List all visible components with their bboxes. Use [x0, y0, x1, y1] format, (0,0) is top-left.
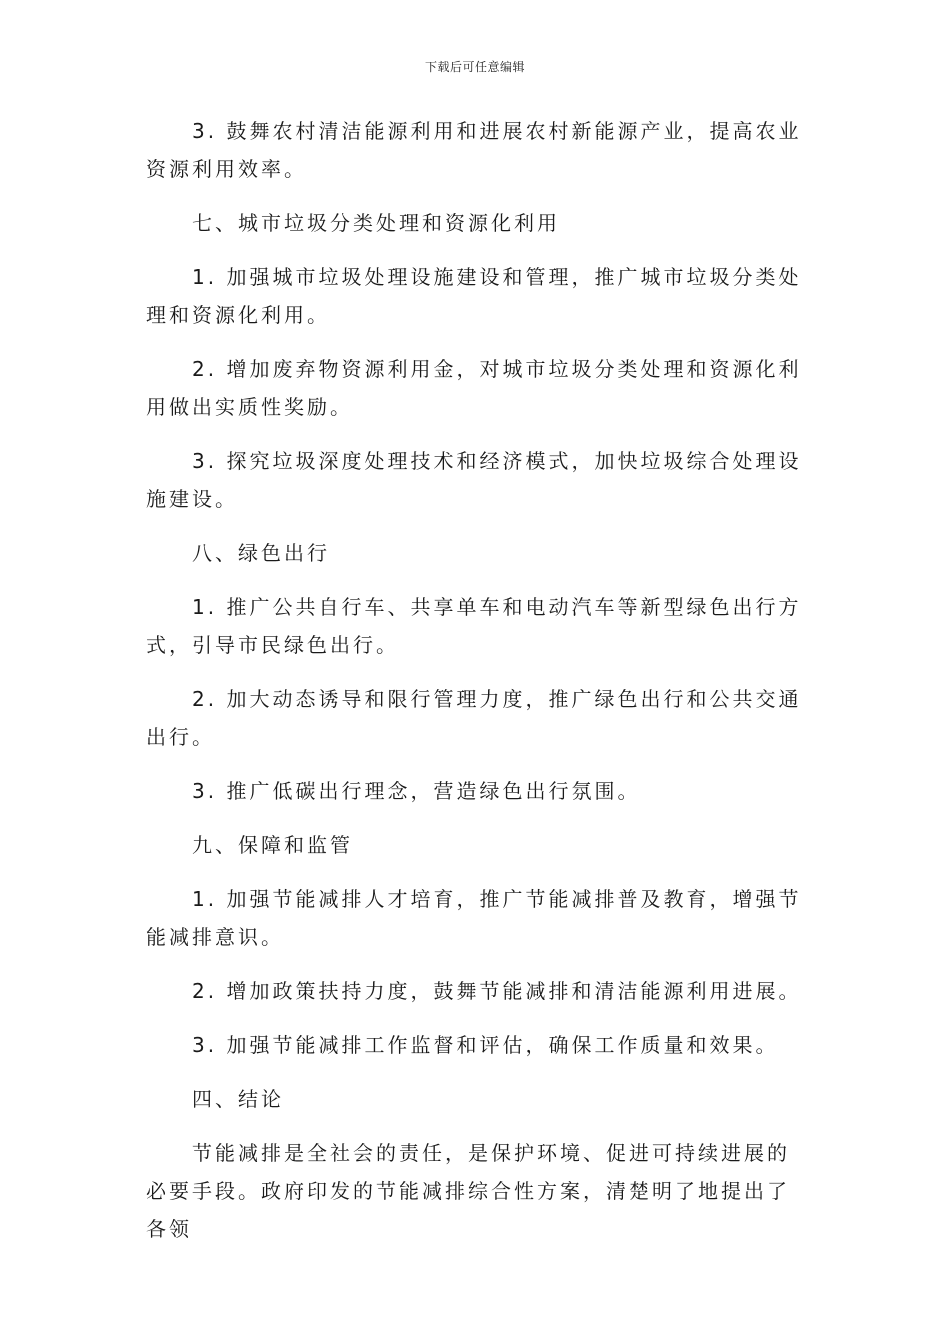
paragraph: 节能减排是全社会的责任，是保护环境、促进可持续进展的必要手段。政府印发的节能减排综合性方案，清楚明了地提出了各领 — [146, 1141, 790, 1241]
section-heading: 九、保障和监管 — [192, 833, 353, 857]
document-body — [146, 112, 806, 1264]
section-heading: 八、绿色出行 — [192, 541, 330, 565]
paragraph: 3. 推广低碳出行理念，营造绿色出行氛围。 — [192, 779, 641, 803]
paragraph: 2. 增加废弃物资源利用金，对城市垃圾分类处理和资源化利用做出实质性奖励。 — [146, 357, 802, 419]
paragraph: 2. 加大动态诱导和限行管理力度，推广绿色出行和公共交通出行。 — [146, 687, 802, 749]
paragraph: 3. 加强节能减排工作监督和评估，确保工作质量和效果。 — [192, 1033, 779, 1057]
paragraph: 1. 加强节能减排人才培育，推广节能减排普及教育，增强节能减排意识。 — [146, 887, 802, 949]
section-heading: 七、城市垃圾分类处理和资源化利用 — [192, 211, 560, 235]
page-header: 下载后可任意编辑 — [424, 60, 525, 74]
paragraph: 1. 加强城市垃圾处理设施建设和管理，推广城市垃圾分类处理和资源化利用。 — [146, 265, 802, 327]
paragraph: 1. 推广公共自行车、共享单车和电动汽车等新型绿色出行方式，引导市民绿色出行。 — [146, 595, 802, 657]
paragraph: 3. 探究垃圾深度处理技术和经济模式，加快垃圾综合处理设施建设。 — [146, 449, 802, 511]
section-heading: 四、结论 — [192, 1087, 284, 1111]
paragraph: 2. 增加政策扶持力度，鼓舞节能减排和清洁能源利用进展。 — [192, 979, 802, 1003]
paragraph: 3. 鼓舞农村清洁能源利用和进展农村新能源产业，提高农业资源利用效率。 — [146, 119, 802, 181]
